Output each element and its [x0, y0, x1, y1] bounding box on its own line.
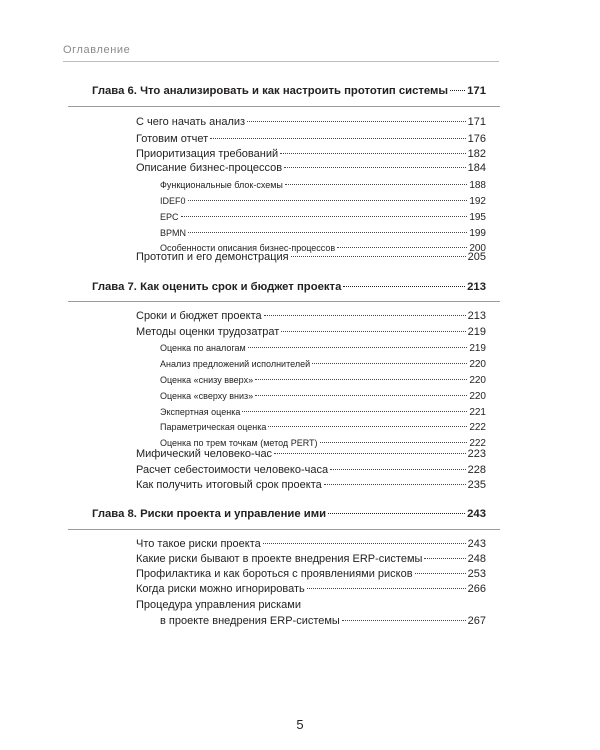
toc-entry-continuation[interactable] [160, 615, 486, 627]
entry-page: 220 [469, 391, 486, 402]
entry-page: 188 [469, 180, 486, 191]
dot-leader [274, 453, 466, 454]
dot-leader [264, 315, 466, 316]
toc-entry[interactable] [136, 553, 486, 565]
chapter-divider [68, 529, 500, 530]
entry-page: 199 [469, 228, 486, 239]
entry-page: 200 [469, 243, 486, 254]
dot-leader [268, 426, 467, 427]
chapter-title: Глава 8. Риски проекта и управление ими [92, 508, 327, 520]
entry-page: 223 [467, 448, 486, 460]
entry-title: EPC [160, 212, 179, 222]
entry-title: Профилактика и как бороться с проявлениями рисков [136, 568, 413, 580]
toc-entry[interactable] [136, 599, 301, 611]
chapter-page: 171 [467, 85, 486, 97]
toc-subentry[interactable] [160, 212, 486, 223]
chapter-page: 213 [467, 281, 486, 293]
dot-leader [330, 469, 466, 470]
toc-subentry[interactable] [160, 180, 486, 191]
toc-entry[interactable] [136, 148, 486, 160]
dot-leader [307, 588, 466, 589]
entry-page: 235 [467, 479, 486, 491]
entry-title: Приоритизация требований [136, 148, 279, 160]
dot-leader [263, 543, 466, 544]
page-number: 5 [296, 717, 304, 732]
chapter-divider [68, 106, 500, 107]
dot-leader [337, 247, 467, 248]
entry-page: 228 [467, 464, 486, 476]
entry-title: IDEF0 [160, 196, 186, 206]
toc-entry[interactable] [136, 326, 486, 338]
entry-title: С чего начать анализ [136, 116, 246, 128]
header-divider [63, 61, 499, 62]
toc-subentry[interactable] [160, 359, 486, 370]
entry-page: 220 [469, 375, 486, 386]
entry-page: 266 [467, 583, 486, 595]
dot-leader [188, 232, 467, 233]
entry-page: 213 [467, 310, 486, 322]
entry-page: 184 [467, 162, 486, 174]
dot-leader [415, 573, 466, 574]
dot-leader [255, 395, 467, 396]
entry-title: Оценка «сверху вниз» [160, 391, 254, 401]
toc-entry[interactable] [136, 448, 486, 460]
dot-leader [328, 513, 465, 514]
dot-leader [255, 379, 467, 380]
entry-title: Когда риски можно игнорировать [136, 583, 305, 595]
dot-leader [281, 331, 465, 332]
chapter-title: Глава 6. Что анализировать и как настроить прототип системы [92, 85, 449, 97]
running-header: Оглавление [63, 44, 131, 56]
entry-title: Параметрическая оценка [160, 422, 267, 432]
entry-title: Функциональные блок-схемы [160, 180, 283, 190]
toc-chapter-6[interactable] [92, 85, 486, 97]
entry-title: в проекте внедрения ERP-системы [160, 615, 340, 627]
entry-page: 219 [467, 326, 486, 338]
entry-title: Сроки и бюджет проекта [136, 310, 262, 322]
toc-subentry[interactable] [160, 375, 486, 386]
toc-subentry[interactable] [160, 196, 486, 207]
entry-page: 219 [469, 343, 486, 354]
entry-page: 171 [467, 116, 486, 128]
entry-page: 195 [469, 212, 486, 223]
entry-title: Процедура управления рисками [136, 599, 301, 611]
entry-page: 192 [469, 196, 486, 207]
entry-title: Прототип и его демонстрация [136, 251, 289, 263]
dot-leader [342, 620, 466, 621]
toc-subentry[interactable] [160, 407, 486, 418]
toc-entry[interactable] [136, 162, 486, 174]
entry-page: 222 [469, 422, 486, 433]
dot-leader [424, 558, 465, 559]
entry-title: Методы оценки трудозатрат [136, 326, 280, 338]
toc-chapter-8[interactable] [92, 508, 486, 520]
entry-page: 222 [469, 438, 486, 449]
entry-page: 253 [467, 568, 486, 580]
chapter-divider [68, 301, 500, 302]
dot-leader [210, 138, 465, 139]
toc-subentry[interactable] [160, 343, 486, 354]
dot-leader [242, 411, 467, 412]
dot-leader [247, 121, 466, 122]
entry-title: Оценка «снизу вверх» [160, 375, 254, 385]
dot-leader [312, 363, 467, 364]
toc-entry[interactable] [136, 310, 486, 322]
entry-page: 176 [467, 133, 486, 145]
toc-chapter-7[interactable] [92, 281, 486, 293]
entry-title: Экспертная оценка [160, 407, 241, 417]
entry-page: 182 [467, 148, 486, 160]
toc-entry[interactable] [136, 133, 486, 145]
toc-subentry[interactable] [160, 228, 486, 239]
entry-title: Какие риски бывают в проекте внедрения ERP-системы [136, 553, 423, 565]
dot-leader [188, 200, 468, 201]
entry-title: Оценка по трем точкам (метод PERT) [160, 438, 318, 448]
chapter-page: 243 [467, 508, 486, 520]
toc-entry[interactable] [136, 116, 486, 128]
entry-title: Расчет себестоимости человеко-часа [136, 464, 329, 476]
toc-entry[interactable] [136, 583, 486, 595]
dot-leader [291, 256, 466, 257]
dot-leader [248, 347, 468, 348]
dot-leader [450, 90, 465, 91]
entry-page: 248 [467, 553, 486, 565]
toc-subentry[interactable] [160, 422, 486, 433]
dot-leader [181, 216, 468, 217]
dot-leader [320, 442, 468, 443]
dot-leader [284, 167, 466, 168]
toc-entry[interactable] [136, 538, 486, 550]
entry-title: Что такое риски проекта [136, 538, 261, 550]
entry-title: Мифический человеко-час [136, 448, 273, 460]
chapter-title: Глава 7. Как оценить срок и бюджет проекта [92, 281, 342, 293]
entry-page: 205 [467, 251, 486, 263]
entry-page: 221 [469, 407, 486, 418]
dot-leader [324, 484, 466, 485]
entry-title: BPMN [160, 228, 187, 238]
toc-entry[interactable] [136, 464, 486, 476]
entry-page: 267 [467, 615, 486, 627]
entry-page: 243 [467, 538, 486, 550]
entry-title: Анализ предложений исполнителей [160, 359, 311, 369]
entry-title: Оценка по аналогам [160, 343, 246, 353]
toc-entry[interactable] [136, 479, 486, 491]
dot-leader [280, 153, 466, 154]
entry-title: Особенности описания бизнес-процессов [160, 243, 336, 253]
entry-page: 220 [469, 359, 486, 370]
entry-title: Описание бизнес-процессов [136, 162, 283, 174]
toc-subentry[interactable] [160, 391, 486, 402]
dot-leader [285, 184, 467, 185]
toc-entry[interactable] [136, 568, 486, 580]
entry-title: Готовим отчет [136, 133, 209, 145]
toc-entry[interactable] [136, 251, 486, 263]
dot-leader [343, 286, 465, 287]
entry-title: Как получить итоговый срок проекта [136, 479, 322, 491]
